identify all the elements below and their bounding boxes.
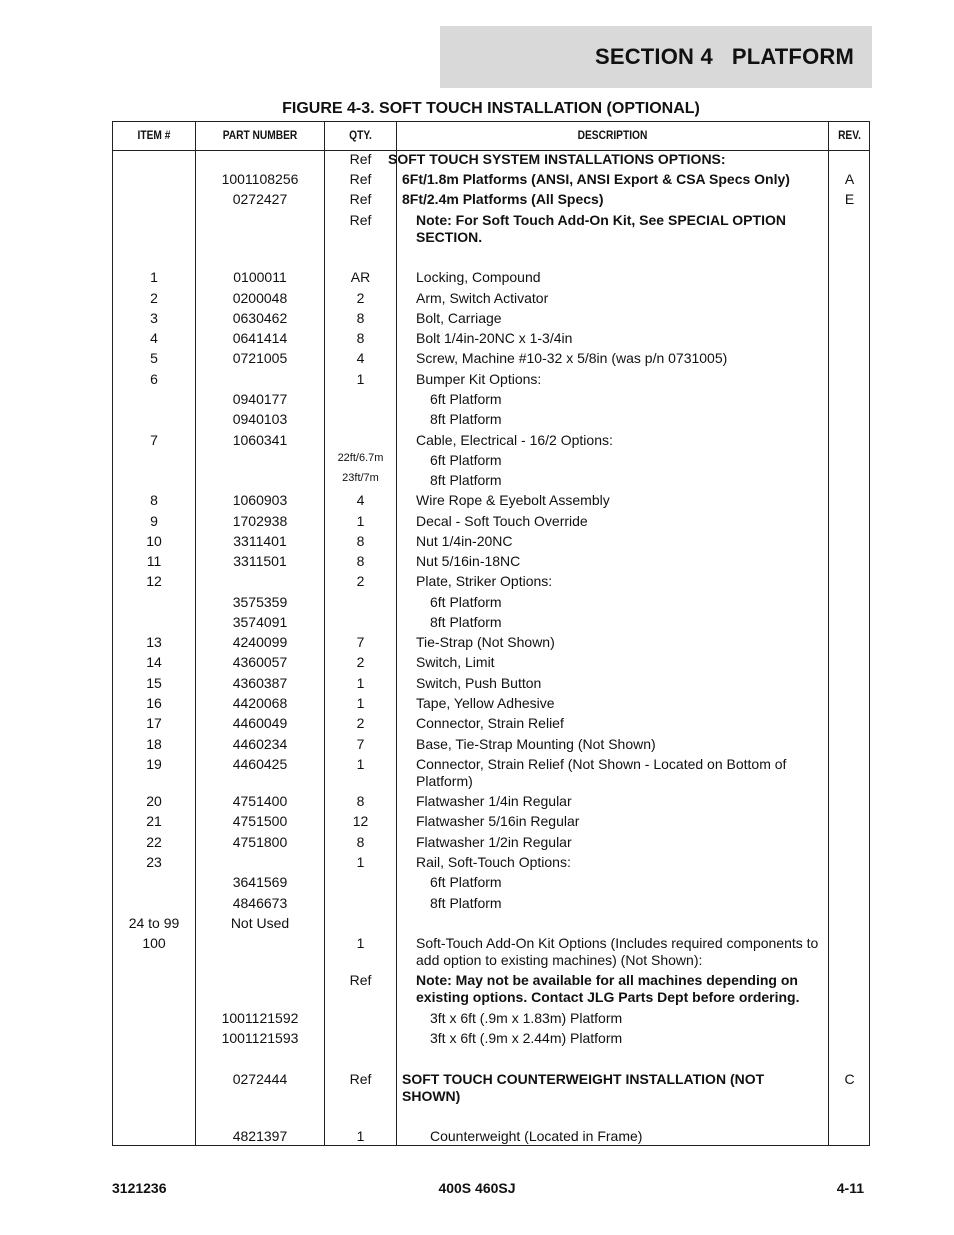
description-cell: Base, Tie-Strap Mounting (Not Shown) xyxy=(416,736,656,752)
quantity-cell: 1 xyxy=(356,371,365,387)
item-number-cell: 100 xyxy=(142,935,166,951)
quantity-cell: 1 xyxy=(356,695,365,711)
header-description: DESCRIPTION xyxy=(577,128,648,142)
description-cell: Tape, Yellow Adhesive xyxy=(416,695,555,711)
parts-table xyxy=(112,121,870,1146)
description-cell: Nut 1/4in-20NC xyxy=(416,533,513,549)
part-number-cell: 4751400 xyxy=(232,793,288,809)
part-number-cell: 3311401 xyxy=(233,533,287,549)
header-part-number: PART NUMBER xyxy=(222,128,298,142)
part-number-cell: 1060903 xyxy=(232,492,288,508)
quantity-cell: 12 xyxy=(352,813,369,829)
quantity-cell: 2 xyxy=(356,573,365,589)
item-number-cell: 2 xyxy=(150,290,158,306)
description-cell: SOFT TOUCH COUNTERWEIGHT INSTALLATION (NOT SHOWN) xyxy=(402,1071,765,1104)
quantity-cell: AR xyxy=(350,269,371,285)
description-cell: Bolt, Carriage xyxy=(416,310,502,326)
item-number-cell: 16 xyxy=(146,695,162,711)
description-cell: Tie-Strap (Not Shown) xyxy=(416,634,555,650)
part-number-cell: 4460425 xyxy=(232,756,288,772)
description-cell: Nut 5/16in-18NC xyxy=(416,553,521,569)
item-number-cell: 6 xyxy=(150,371,158,387)
revision-cell: C xyxy=(844,1071,855,1087)
part-number-cell: 1001121593 xyxy=(221,1030,299,1046)
item-number-cell: 15 xyxy=(146,675,162,691)
description-cell: Cable, Electrical - 16/2 Options: xyxy=(416,432,613,448)
description-cell: Counterweight (Located in Frame) xyxy=(430,1128,643,1144)
item-number-cell: 13 xyxy=(146,634,162,650)
item-number-cell: 21 xyxy=(146,813,162,829)
part-number-cell: 4460049 xyxy=(232,715,288,731)
part-number-cell: 4360387 xyxy=(232,675,288,691)
part-number-cell: 4240099 xyxy=(232,634,288,650)
section-header xyxy=(440,26,872,88)
quantity-cell: 1 xyxy=(356,1128,365,1144)
description-cell: 6ft Platform xyxy=(430,452,502,468)
quantity-cell: 2 xyxy=(356,290,365,306)
item-number-cell: 20 xyxy=(146,793,162,809)
description-cell: Arm, Switch Activator xyxy=(416,290,549,306)
part-number-cell: 3574091 xyxy=(232,614,288,630)
part-number-cell: 1060341 xyxy=(232,432,288,448)
part-number-cell: 0272444 xyxy=(232,1071,288,1087)
description-cell: 6ft Platform xyxy=(430,874,502,890)
description-cell: Connector, Strain Relief xyxy=(416,715,564,731)
item-number-cell: 24 to 99 xyxy=(128,915,180,931)
description-cell: Soft-Touch Add-On Kit Options (Includes required components to add option to existing machines) (Not Shown): xyxy=(416,935,819,968)
part-number-cell: 3311501 xyxy=(233,553,287,569)
quantity-cell: 2 xyxy=(356,654,365,670)
item-number-cell: 18 xyxy=(146,736,162,752)
part-number-cell: 3641569 xyxy=(232,874,288,890)
description-cell: Screw, Machine #10-32 x 5/8in (was p/n 0731005) xyxy=(416,350,728,366)
description-cell: 3ft x 6ft (.9m x 2.44m) Platform xyxy=(430,1030,623,1046)
quantity-cell: 8 xyxy=(356,533,365,549)
quantity-cell: 8 xyxy=(356,793,365,809)
description-cell: Wire Rope & Eyebolt Assembly xyxy=(416,492,610,508)
item-number-cell: 1 xyxy=(150,269,158,285)
item-number-cell: 9 xyxy=(150,513,158,529)
part-number-cell: 1001108256 xyxy=(221,171,299,187)
part-number-cell: 4420068 xyxy=(232,695,288,711)
description-cell: Switch, Limit xyxy=(416,654,495,670)
part-number-cell: 0200048 xyxy=(232,290,288,306)
part-number-cell: 3575359 xyxy=(232,594,288,610)
item-number-cell: 12 xyxy=(146,573,162,589)
description-cell: Bolt 1/4in-20NC x 1-3/4in xyxy=(416,330,573,346)
revision-cell: E xyxy=(844,191,855,207)
quantity-cell: 8 xyxy=(356,834,365,850)
description-cell: Flatwasher 1/4in Regular xyxy=(416,793,572,809)
item-number-cell: 10 xyxy=(146,533,162,549)
item-number-cell: 17 xyxy=(146,715,162,731)
quantity-cell: 1 xyxy=(356,513,365,529)
part-number-cell: 4360057 xyxy=(232,654,288,670)
quantity-cell: 8 xyxy=(356,553,365,569)
description-cell: Connector, Strain Relief (Not Shown - Located on Bottom of Platform) xyxy=(416,756,787,789)
part-number-cell: 4846673 xyxy=(232,895,288,911)
description-cell: 8ft Platform xyxy=(430,411,502,427)
item-number-cell: 7 xyxy=(150,432,158,448)
part-number-cell: 0630462 xyxy=(232,310,288,326)
quantity-cell: Ref xyxy=(349,1071,372,1087)
part-number-cell: 0721005 xyxy=(232,350,288,366)
column-divider xyxy=(396,122,397,1145)
part-number-cell: 0940177 xyxy=(232,391,288,407)
quantity-cell: 8 xyxy=(356,310,365,326)
part-number-cell: 4460234 xyxy=(232,736,288,752)
description-cell: Switch, Push Button xyxy=(416,675,542,691)
quantity-cell: 7 xyxy=(356,634,365,650)
quantity-cell: 1 xyxy=(356,935,365,951)
description-cell: Flatwasher 5/16in Regular xyxy=(416,813,580,829)
item-number-cell: 22 xyxy=(146,834,162,850)
quantity-cell: Ref xyxy=(349,151,372,167)
description-cell: 6ft Platform xyxy=(430,391,502,407)
item-number-cell: 3 xyxy=(150,310,158,326)
quantity-cell: 7 xyxy=(356,736,365,752)
item-number-cell: 23 xyxy=(146,854,162,870)
part-number-cell: 4751800 xyxy=(232,834,288,850)
description-cell: Rail, Soft-Touch Options: xyxy=(416,854,571,870)
header-rev: REV. xyxy=(838,128,861,142)
quantity-cell: 8 xyxy=(356,330,365,346)
part-number-cell: Not Used xyxy=(230,915,290,931)
quantity-cell: 23ft/7m xyxy=(342,472,379,484)
description-cell: 6ft Platform xyxy=(430,594,502,610)
quantity-cell: 1 xyxy=(356,854,365,870)
item-number-cell: 14 xyxy=(146,654,162,670)
description-cell: Locking, Compound xyxy=(416,269,541,285)
part-number-cell: 4751500 xyxy=(232,813,288,829)
description-cell: 8Ft/2.4m Platforms (All Specs) xyxy=(402,191,604,207)
quantity-cell: 2 xyxy=(356,715,365,731)
section-title: SECTION 4 PLATFORM xyxy=(594,44,854,69)
part-number-cell: 1702938 xyxy=(232,513,288,529)
item-number-cell: 4 xyxy=(150,330,158,346)
description-cell: 3ft x 6ft (.9m x 1.83m) Platform xyxy=(430,1010,623,1026)
quantity-cell: Ref xyxy=(349,212,372,228)
quantity-cell: 22ft/6.7m xyxy=(337,452,384,464)
description-cell: 8ft Platform xyxy=(430,614,502,630)
item-number-cell: 11 xyxy=(146,553,162,569)
quantity-cell: 4 xyxy=(356,492,365,508)
item-number-cell: 19 xyxy=(146,756,162,772)
description-cell: Bumper Kit Options: xyxy=(416,371,542,387)
description-cell: Note: For Soft Touch Add-On Kit, See SPECIAL OPTION SECTION. xyxy=(416,212,786,245)
part-number-cell: 0100011 xyxy=(233,269,287,285)
item-number-cell: 8 xyxy=(150,492,158,508)
description-cell: 6Ft/1.8m Platforms (ANSI, ANSI Export & CSA Specs Only) xyxy=(402,171,790,187)
item-number-cell: 5 xyxy=(150,350,158,366)
part-number-cell: 0940103 xyxy=(232,411,288,427)
footer-page-number: 4-11 xyxy=(836,1180,864,1196)
header-qty: QTY. xyxy=(349,128,372,142)
header-item: ITEM # xyxy=(137,128,171,142)
quantity-cell: Ref xyxy=(349,972,372,988)
part-number-cell: 0272427 xyxy=(232,191,288,207)
description-cell: Plate, Striker Options: xyxy=(416,573,553,589)
description-cell: 8ft Platform xyxy=(430,472,502,488)
footer-doc-number: 3121236 xyxy=(112,1180,167,1196)
part-number-cell: 0641414 xyxy=(232,330,288,346)
quantity-cell: 1 xyxy=(356,675,365,691)
description-cell: Flatwasher 1/2in Regular xyxy=(416,834,572,850)
footer-model: 400S 460SJ xyxy=(438,1180,516,1196)
part-number-cell: 1001121592 xyxy=(221,1010,299,1026)
description-cell: Note: May not be available for all machines depending on existing options. Contact JLG Parts Dept before ordering. xyxy=(416,972,800,1005)
quantity-cell: 1 xyxy=(356,756,365,772)
description-cell: SOFT TOUCH SYSTEM INSTALLATIONS OPTIONS: xyxy=(388,151,726,167)
table-header-row xyxy=(113,122,869,151)
quantity-cell: Ref xyxy=(349,191,372,207)
column-divider xyxy=(828,122,829,1145)
figure-title: FIGURE 4-3. SOFT TOUCH INSTALLATION (OPTIONAL) xyxy=(282,100,700,117)
quantity-cell: Ref xyxy=(349,171,372,187)
revision-cell: A xyxy=(844,171,855,187)
quantity-cell: 4 xyxy=(356,350,365,366)
part-number-cell: 4821397 xyxy=(232,1128,288,1144)
description-cell: 8ft Platform xyxy=(430,895,502,911)
description-cell: Decal - Soft Touch Override xyxy=(416,513,588,529)
